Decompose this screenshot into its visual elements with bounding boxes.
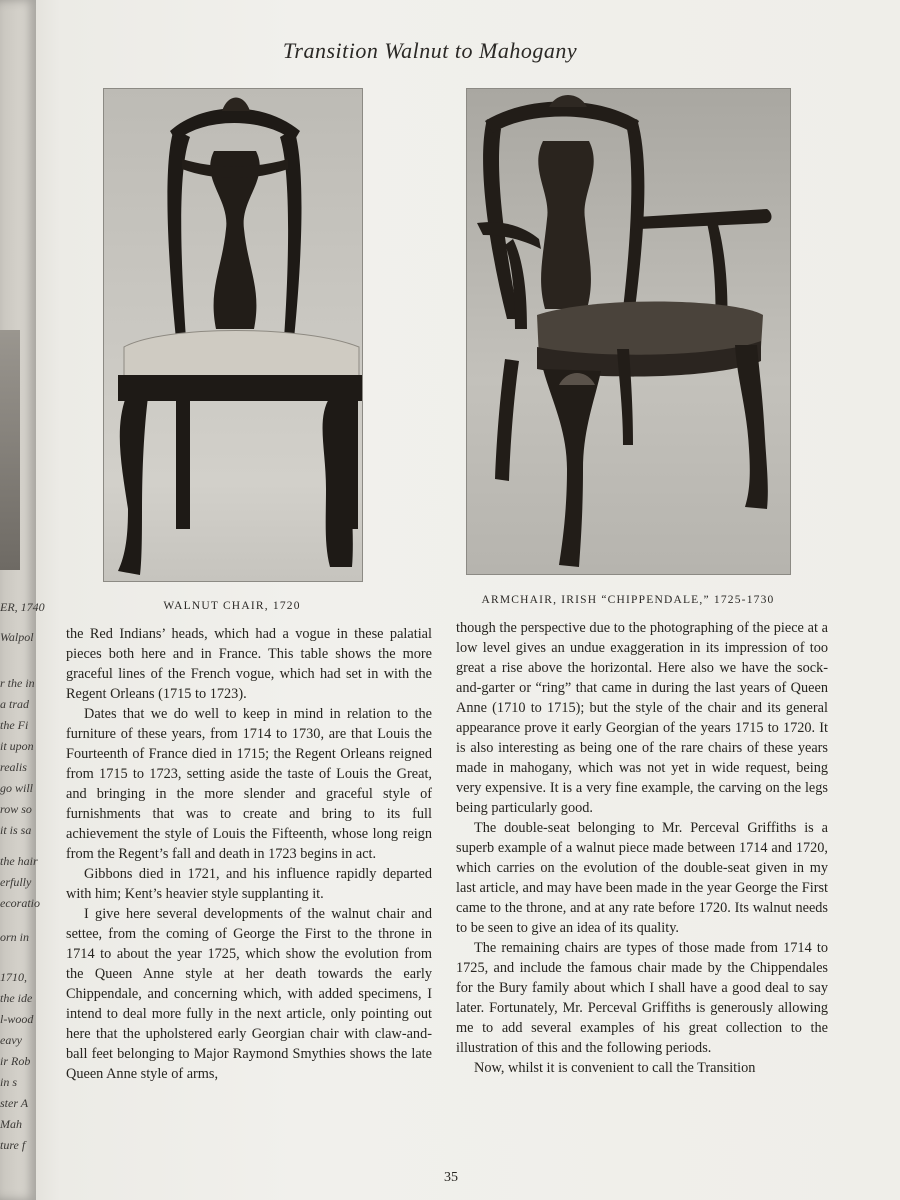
facing-page-text-fragment: ER, 1740 xyxy=(0,600,45,614)
facing-page-text-fragment: eavy xyxy=(0,1033,22,1047)
facing-page-edge xyxy=(0,0,45,1200)
caption-armchair: ARMCHAIR, IRISH “CHIPPENDALE,” 1725-1730 xyxy=(481,594,775,606)
paragraph: though the perspective due to the photographing of the piece at a low level gives an undue exaggeration in its impression of too great a rise above the horizontal. Here also we have the sock-and-garter or “ring” that came in during the last years of Queen Anne (1710 to 1715); but the style of the chair and its general appearance prove it early Georgian of the years 1715 to 1720. It is also interesting as being one of the rare chairs of these years made in mahogany, which was not yet in wide request, being very expensive. It is a very fine example, the carving on the legs being particularly good. xyxy=(456,620,828,816)
facing-page-text-fragment: erfully xyxy=(0,875,32,889)
facing-page-text-fragment: r the in xyxy=(0,676,35,690)
facing-page-text-fragment: in s xyxy=(0,1075,18,1089)
facing-page-text-fragment: realis xyxy=(0,760,27,774)
facing-page-text-fragment: ecoratio xyxy=(0,896,40,910)
paragraph: The double-seat belonging to Mr. Perceval Griffiths is a superb example of a walnut piece made between 1714 and 1720, which carries on the evolution of the double-seat given in my last article, and may have been made in the year George the First came to the throne, and at any rate before 1720. Its walnut needs to be seen to give an idea of its quality. xyxy=(456,820,828,936)
text-column-right xyxy=(456,618,828,1078)
facing-page-text-fragment: go will xyxy=(0,781,34,795)
paragraph: Gibbons died in 1721, and his influence rapidly departed with him; Kent’s heavier style supplanting it. xyxy=(66,866,432,902)
facing-page-text-fragment: the hair xyxy=(0,854,38,868)
facing-page-text-fragment: orn in xyxy=(0,930,30,944)
facing-page-text-fragment: ir Rob xyxy=(0,1054,31,1068)
walnut-chair-photo xyxy=(103,88,363,582)
facing-page-text-fragment: it upon xyxy=(0,739,34,753)
facing-page-text-fragment: ster A xyxy=(0,1096,29,1110)
facing-page-text-fragment: it is sa xyxy=(0,823,32,837)
text-column-left xyxy=(66,624,432,1084)
facing-page-text-fragment: the ide xyxy=(0,991,33,1005)
facing-page-text-fragment: the Fi xyxy=(0,718,29,732)
facing-page-text-fragment: l-wood xyxy=(0,1012,34,1026)
paragraph: Now, whilst it is convenient to call the Transition xyxy=(474,1060,756,1076)
page-number: 35 xyxy=(444,1170,458,1185)
facing-page-photo-fragment xyxy=(0,330,20,570)
paragraph: Dates that we do well to keep in mind in relation to the furniture of these years, from 1714 to 1730, are that Louis the Fourteenth of France died in 1715; the Regent Orleans reigned from 1715 to 1723, setting aside the taste of Louis the Great, and bringing in the more slender and graceful style of furnishments that was to create and bring to its full achievement the style of Louis the Fifteenth, whose long reign from the Regent’s fall and death in 1723 begins in act. xyxy=(66,706,432,862)
facing-page-text-fragment: ture f xyxy=(0,1138,26,1152)
facing-page-text-fragment: a trad xyxy=(0,697,30,711)
paragraph: I give here several developments of the walnut chair and settee, from the coming of George the First to the throne in 1714 to about the year 1725, which show the evolution from the Queen Anne style at her death towards the early Chippendale, and concerning which, with added specimens, I intend to deal more fully in the next article, only pointing out here that the upholstered early Georgian chair with claw-and-ball feet belonging to Major Raymond Smythies shows the late Queen Anne style of arms, xyxy=(66,906,432,1082)
paragraph: the Red Indians’ heads, which had a vogue in these palatial pieces both here and in France. This table shows the more graceful lines of the French vogue, which had set in with the Regent Orleans (1715 to 1723). xyxy=(66,626,432,702)
running-head: Transition Walnut to Mahogany xyxy=(282,38,578,63)
facing-page-text-fragment: Walpol xyxy=(0,630,34,644)
facing-page-text-fragment: Mah xyxy=(0,1117,22,1131)
armchair-photo xyxy=(466,88,791,575)
paragraph: The remaining chairs are types of those made from 1714 to 1725, and include the famous chair made by the Chippendales for the Bury family about which I shall have a good deal to say later. Fortunately, Mr. Perceval Griffiths is generously allowing me to add several examples of his great collection to the illustration of this and the following periods. xyxy=(456,940,828,1056)
facing-page-text-fragment: row so xyxy=(0,802,32,816)
caption-walnut-chair: WALNUT CHAIR, 1720 xyxy=(163,600,301,612)
facing-page-text-fragment: 1710, xyxy=(0,970,27,984)
